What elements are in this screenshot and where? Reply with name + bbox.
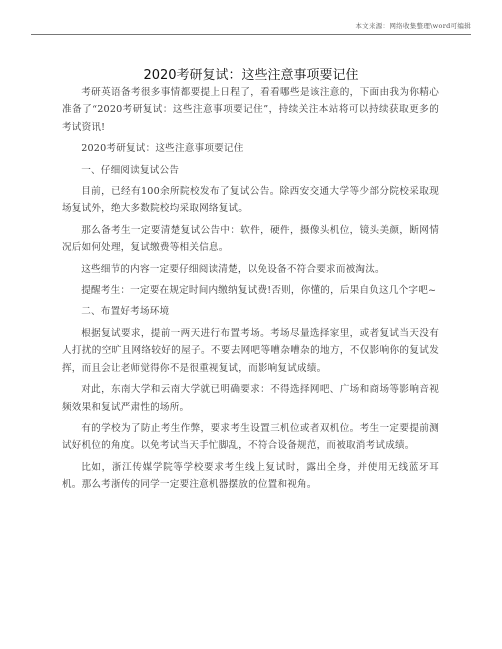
- document-title: 2020考研复试：这些注意事项要记住: [143, 68, 359, 83]
- source-note: 本文来源：网络收集整理\word可编辑: [355, 22, 471, 30]
- subtitle: 2020考研复试：这些注意事项要记住: [81, 143, 244, 155]
- section-2-paragraph-4: 比如，浙江传媒学院等学校要求考生线上复试时，露出全身，并使用无线蓝牙耳机。那么考浙传的同学一定要注意机器摆放的位置和视角。: [62, 461, 439, 491]
- section-1-heading: 一、仔细阅读复试公告: [81, 164, 180, 176]
- section-2-heading: 二、布置好考场环境: [81, 306, 170, 318]
- section-1-paragraph-4: 提醒考生：一定要在规定时间内缴纳复试费!否则，你懂的，后果自负这几个字吧~: [81, 285, 437, 297]
- section-2-paragraph-2: 对此，东南大学和云南大学就已明确要求：不得选择网吧、广场和商场等影响音视频效果和复试严肃性的场所。: [62, 384, 439, 413]
- section-2-paragraph-1: 根据复试要求，提前一两天进行布置考场。考场尽量选择家里，或者复试当天没有人打扰的空旷且网络较好的屋子。不要去网吧等嘈杂嘈杂的地方，不仅影响你的复试发挥，而且会让老师觉得你不是很重视复试，而影响复试成绩。: [62, 327, 439, 374]
- section-2-paragraph-3: 有的学校为了防止考生作弊，要求考生设置三机位或者双机位。考生一定要提前测试好机位的角度。以免考试当天手忙脚乱，不符合设备规范，而被取消考试成绩。: [62, 422, 439, 452]
- document-body: [62, 84, 439, 494]
- section-1-paragraph-1: 目前，已经有100余所院校发布了复试公告。除西安交通大学等少部分院校采取现场复试外，绝大多数院校均采取网络复试。: [62, 186, 439, 215]
- section-1-paragraph-3: 这些细节的内容一定要仔细阅读清楚，以免设备不符合要求而被淘汰。: [81, 263, 385, 275]
- intro-paragraph: 考研英语备考很多事情都要提上日程了，看看哪些是该注意的，下面由我为你精心准备了“2020考研复试：这些注意事项要记住”，持续关注本站将可以持续获取更多的考试资讯!: [62, 87, 439, 133]
- header-divider: [31, 34, 471, 35]
- section-1-paragraph-2: 那么备考生一定要清楚复试公告中：软件，硬件，摄像头机位，镜头美颜，断网情况后如何处理，复试缴费等相关信息。: [62, 224, 439, 254]
